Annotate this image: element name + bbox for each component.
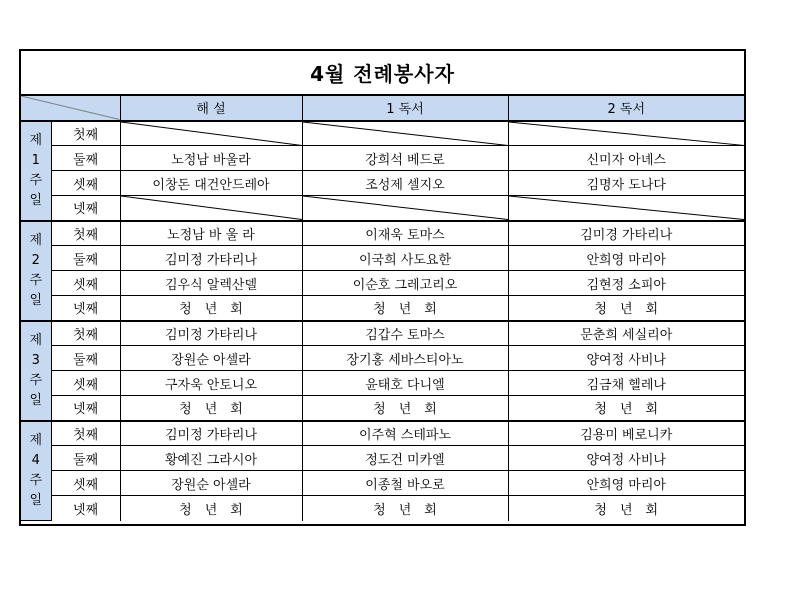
reading1-cell: 정도건 미카엘 [302, 446, 508, 471]
table-row [21, 271, 744, 296]
reading2-cell [508, 196, 744, 221]
order-cell: 첫째 [51, 321, 120, 346]
reading1-cell: 이국희 사도요한 [302, 246, 508, 271]
week-label [21, 421, 51, 521]
reading2-cell: 양여정 사비나 [508, 446, 744, 471]
reading2-cell [508, 121, 744, 146]
table-row [21, 321, 744, 346]
commentary-cell [120, 196, 302, 221]
reading2-cell: 김금채 헬레나 [508, 371, 744, 396]
week-label [21, 121, 51, 221]
commentary-cell: 이창돈 대건안드레아 [120, 171, 302, 196]
order-cell: 넷째 [51, 496, 120, 521]
order-cell: 넷째 [51, 396, 120, 421]
header-reading2: 2 독서 [508, 96, 744, 121]
week-label-char: 2 [31, 252, 40, 268]
commentary-cell: 청 년 회 [120, 496, 302, 521]
reading2-cell: 김현정 소피아 [508, 271, 744, 296]
week-label-char: 제 [29, 132, 43, 148]
diagonal-line [509, 196, 745, 220]
reading1-cell: 강희석 베드로 [302, 146, 508, 171]
week-label-char: 일 [29, 192, 43, 208]
diagonal-line [21, 96, 120, 120]
reading1-cell: 이재욱 토마스 [302, 221, 508, 246]
week-group [21, 121, 744, 221]
reading1-cell: 청 년 회 [302, 396, 508, 421]
reading2-cell: 청 년 회 [508, 296, 744, 321]
table-row [21, 171, 744, 196]
week-label-char: 일 [29, 292, 43, 308]
order-cell: 셋째 [51, 171, 120, 196]
reading2-cell: 양여정 사비나 [508, 346, 744, 371]
week-label-char: 3 [31, 352, 40, 368]
week-label-char: 1 [31, 152, 40, 168]
week-label-char: 주 [29, 372, 43, 388]
reading1-cell: 이종철 바오로 [302, 471, 508, 496]
diagonal-line [509, 122, 745, 146]
commentary-cell: 장원순 아셀라 [120, 346, 302, 371]
table-row [21, 371, 744, 396]
week-label-char: 일 [29, 392, 43, 408]
reading2-cell: 청 년 회 [508, 396, 744, 421]
diagonal-line [303, 122, 508, 146]
week-group [21, 321, 744, 421]
table-row [21, 296, 744, 321]
order-cell: 둘째 [51, 146, 120, 171]
order-cell: 넷째 [51, 196, 120, 221]
commentary-cell: 김우식 알렉산델 [120, 271, 302, 296]
header-row [21, 96, 744, 121]
table-row [21, 471, 744, 496]
reading2-cell: 안희영 마리아 [508, 471, 744, 496]
diagonal-line [303, 196, 508, 220]
order-cell: 둘째 [51, 346, 120, 371]
table-row [21, 196, 744, 221]
reading1-cell [302, 196, 508, 221]
order-cell: 넷째 [51, 296, 120, 321]
reading1-cell: 조성제 셀지오 [302, 171, 508, 196]
table-row [21, 346, 744, 371]
table-row [21, 421, 744, 446]
schedule-table [21, 95, 744, 521]
order-cell: 셋째 [51, 471, 120, 496]
corner-cell [21, 96, 120, 121]
week-label-char: 주 [29, 472, 43, 488]
reading1-cell: 김갑수 토마스 [302, 321, 508, 346]
reading2-cell: 김용미 베로니카 [508, 421, 744, 446]
order-cell: 셋째 [51, 271, 120, 296]
week-label-char: 주 [29, 172, 43, 188]
order-cell: 셋째 [51, 371, 120, 396]
week-label-char: 4 [31, 452, 40, 468]
reading2-cell: 안희영 마리아 [508, 246, 744, 271]
commentary-cell: 청 년 회 [120, 396, 302, 421]
week-group [21, 221, 744, 321]
commentary-cell: 노정남 바울라 [120, 146, 302, 171]
reading2-cell: 김미경 가타리나 [508, 221, 744, 246]
diagonal-line [121, 196, 302, 220]
reading2-cell: 문춘희 세실리아 [508, 321, 744, 346]
week-label-char: 제 [29, 432, 43, 448]
commentary-cell [120, 121, 302, 146]
week-label [21, 221, 51, 321]
week-label [21, 321, 51, 421]
table-row [21, 496, 744, 521]
week-label-char: 일 [29, 492, 43, 508]
commentary-cell: 청 년 회 [120, 296, 302, 321]
commentary-cell: 김미정 가타리나 [120, 421, 302, 446]
week-group [21, 421, 744, 521]
reading2-cell: 신미자 아녜스 [508, 146, 744, 171]
reading1-cell: 장기홍 세바스티아노 [302, 346, 508, 371]
order-cell: 첫째 [51, 421, 120, 446]
reading1-cell: 청 년 회 [302, 296, 508, 321]
table-row [21, 121, 744, 146]
commentary-cell: 노정남 바 울 라 [120, 221, 302, 246]
order-cell: 둘째 [51, 246, 120, 271]
order-cell: 첫째 [51, 121, 120, 146]
week-label-char: 제 [29, 332, 43, 348]
table-row [21, 396, 744, 421]
commentary-cell: 황예진 그라시아 [120, 446, 302, 471]
week-label-char: 제 [29, 232, 43, 248]
week-label-char: 주 [29, 272, 43, 288]
commentary-cell: 김미정 가타리나 [120, 246, 302, 271]
header-commentary: 해 설 [120, 96, 302, 121]
commentary-cell: 김미정 가타리나 [120, 321, 302, 346]
commentary-cell: 장원순 아셀라 [120, 471, 302, 496]
reading1-cell: 윤태호 다니엘 [302, 371, 508, 396]
reading2-cell: 청 년 회 [508, 496, 744, 521]
order-cell: 둘째 [51, 446, 120, 471]
reading2-cell: 김명자 도나다 [508, 171, 744, 196]
table-row [21, 221, 744, 246]
diagonal-line [121, 122, 302, 146]
commentary-cell: 구자욱 안토니오 [120, 371, 302, 396]
reading1-cell: 이주혁 스테파노 [302, 421, 508, 446]
table-row [21, 246, 744, 271]
reading1-cell: 이순호 그레고리오 [302, 271, 508, 296]
table-row [21, 446, 744, 471]
page-title: 4월 전례봉사자 [21, 51, 744, 95]
reading1-cell: 청 년 회 [302, 496, 508, 521]
schedule-sheet [19, 49, 746, 526]
order-cell: 첫째 [51, 221, 120, 246]
header-reading1: 1 독서 [302, 96, 508, 121]
table-row [21, 146, 744, 171]
reading1-cell [302, 121, 508, 146]
